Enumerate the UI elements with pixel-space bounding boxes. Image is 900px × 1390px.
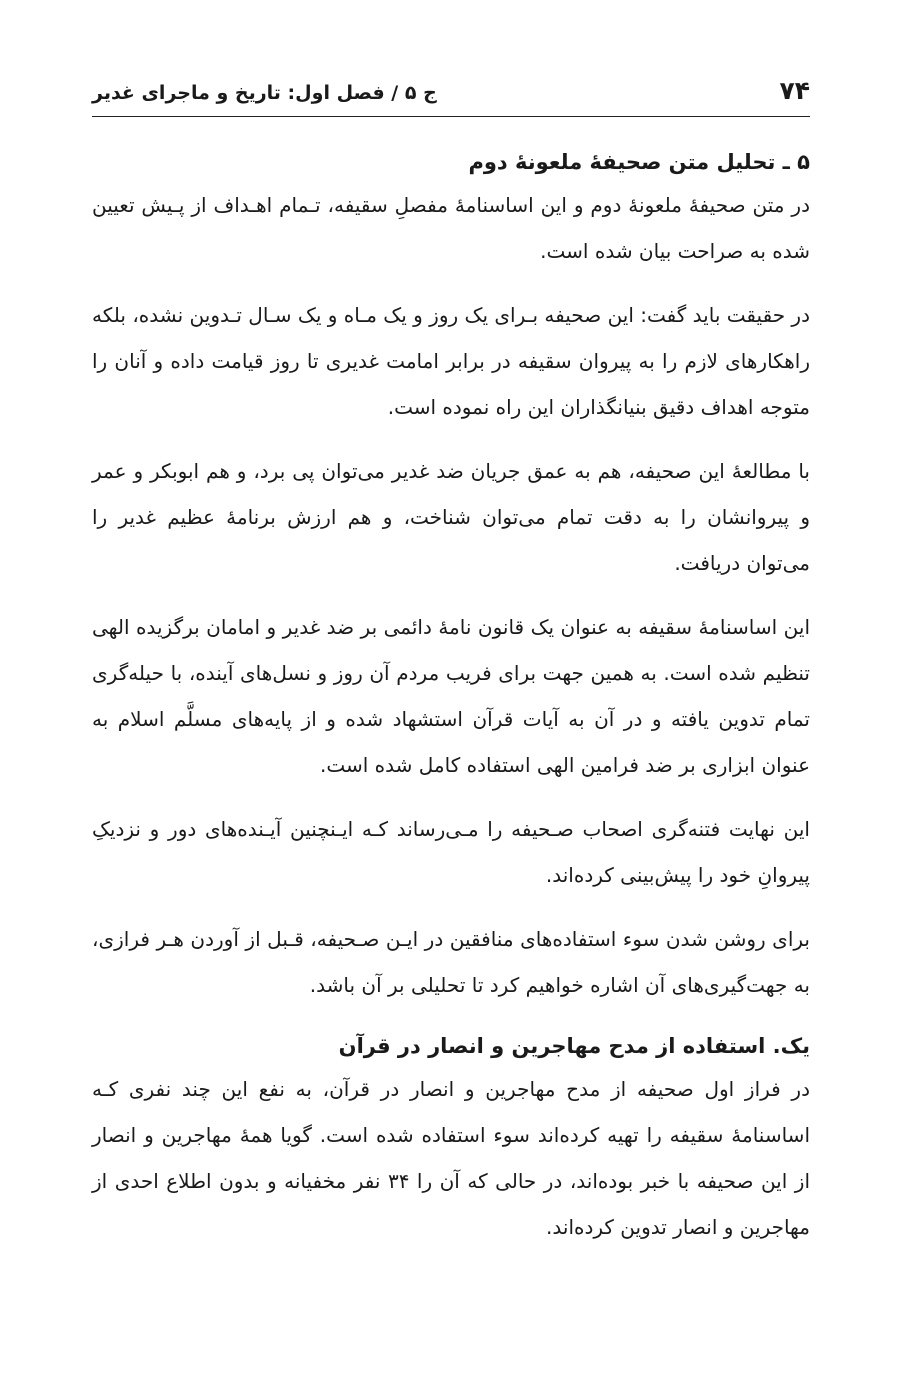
running-head: ج ۵ / فصل اول: تاریخ و ماجرای غدیر	[92, 82, 437, 104]
paragraph-3: با مطالعۀ این صحیفه، هم به عمق جریان ضد غدیر می‌توان پی برد، و هم ابوبکر و عمر و پیروانشان را به دقت تمام می‌توان شناخت، و هم ارزش برنامۀ عظیم غدیر را می‌توان دریافت.	[92, 459, 810, 575]
paragraph-6: برای روشن شدن سوء استفاده‌های منافقین در ایـن صـحیفه، قـبل از آوردن هـر فرازی، به جهت‌گیری‌های آن اشاره خواهیم کرد تا تحلیلی بر آن باشد.	[92, 927, 810, 997]
paragraph-1: در متن صحیفۀ ملعونۀ دوم و این اساسنامۀ مفصلِ سقیفه، تـمام اهـداف از پـیش تعیین شده به صراحت بیان شده است.	[92, 193, 810, 263]
paragraph-4: این اساسنامۀ سقیفه به عنوان یک قانون نامۀ دائمی بر ضد غدیر و امامان برگزیده الهی تنظیم شده است. به همین جهت برای فریب مردم آن روز و نسل‌های آینده، با حیله‌گری تمام تدوین یافته و در آن به آیات قرآن استشهاد شده و از پایه‌های مسلَّم اسلام به عنوان ابزاری بر ضد فرامین الهی استفاده کامل شده است.	[92, 615, 810, 777]
page-header	[92, 70, 810, 117]
paragraph-2: در حقیقت باید گفت: این صحیفه بـرای یک روز و یک مـاه و یک سـال تـدوین نشده، بلکه راهکارهای لازم را به پیروان سقیفه در برابر امامت غدیری تا روز قیامت داده و آنان را متوجه اهداف دقیق بنیانگذاران این راه نموده است.	[92, 303, 810, 419]
page-number: ۷۴	[779, 76, 810, 105]
paragraph-5: این نهایت فتنه‌گری اصحاب صـحیفه را مـی‌رساند کـه ایـنچنین آیـنده‌های دور و نزدیکِ پیروانِ خود را پیش‌بینی کرده‌اند.	[92, 817, 810, 887]
book-page	[92, 0, 810, 1390]
page-body	[92, 142, 810, 1268]
final-paragraph: در فراز اول صحیفه از مدح مهاجرین و انصار در قرآن، به نفع این چند نفری کـه اساسنامۀ سقیفه را تهیه کرده‌اند سوء استفاده شده است. گویا همۀ مهاجرین و انصار از این صحیفه با خبر بوده‌اند، در حالی که آن را ۳۴ نفر مخفیانه و بدون اطلاع احدی از مهاجرین و انصار تدوین کرده‌اند.	[92, 1077, 811, 1239]
subheading: یک. استفاده از مدح مهاجرین و انصار در قرآن	[338, 1034, 810, 1058]
section-heading: ۵ ـ تحلیل متن صحیفۀ ملعونۀ دوم	[468, 150, 810, 174]
